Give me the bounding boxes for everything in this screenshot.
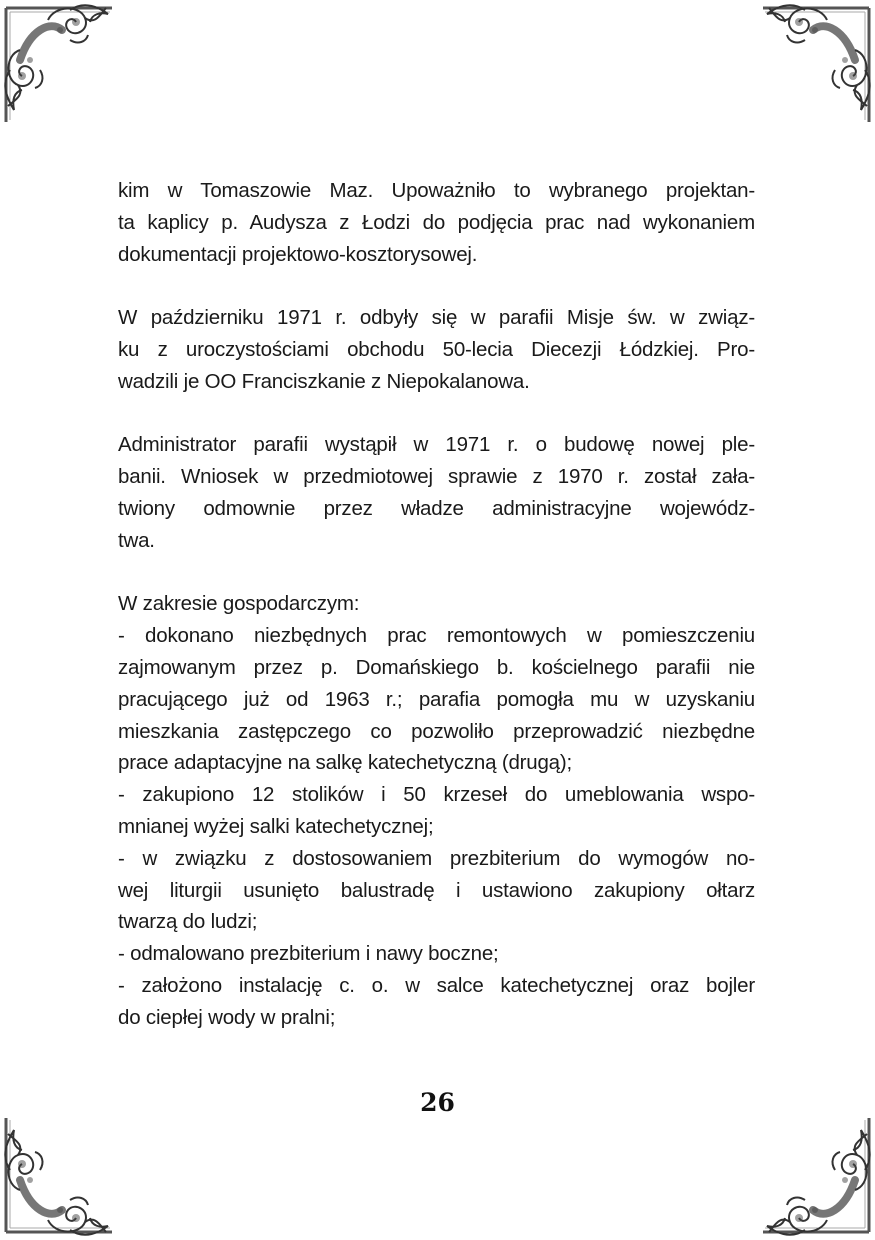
text-line: ku z uroczystościami obchodu 50-lecia Diecezji Łódzkiej. Pro- bbox=[118, 337, 755, 361]
text-line: W zakresie gospodarczym: bbox=[118, 592, 360, 616]
text-line: ta kaplicy p. Audysza z Łodzi do podjęcia prac nad wykonaniem bbox=[118, 210, 755, 234]
list-item-line: mieszkania zastępczego co pozwoliło przeprowadzić niezbędne bbox=[118, 719, 755, 743]
paragraph-2 bbox=[118, 302, 755, 397]
text-line: twiony odmownie przez władze administracyjne wojewódz- bbox=[118, 496, 755, 520]
text-line: W październiku 1971 r. odbyły się w parafii Misje św. w związ- bbox=[118, 306, 755, 330]
list-item-line: do ciepłej wody w pralni; bbox=[118, 1005, 336, 1029]
baroque-scroll-corner-icon bbox=[757, 1112, 875, 1240]
paragraph-3 bbox=[118, 429, 755, 556]
list-item-line: - w związku z dostosowaniem prezbiterium do wymogów no- bbox=[118, 846, 755, 870]
baroque-scroll-corner-icon bbox=[0, 0, 118, 128]
paragraph-4 bbox=[118, 588, 755, 1033]
list-item-line: wej liturgii usunięto balustradę i ustawiono zakupiony ołtarz bbox=[118, 878, 755, 902]
list-item-line: - dokonano niezbędnych prac remontowych w pomieszczeniu bbox=[118, 624, 755, 648]
list-item-line: - zakupiono 12 stolików i 50 krzeseł do umeblowania wspo- bbox=[118, 783, 755, 807]
list-item-line: mnianej wyżej salki katechetycznej; bbox=[118, 814, 434, 838]
text-line: twa. bbox=[118, 528, 155, 552]
text-line: dokumentacji projektowo-kosztorysowej. bbox=[118, 242, 478, 266]
list-item-line: pracującego już od 1963 r.; parafia pomogła mu w uzyskaniu bbox=[118, 687, 755, 711]
text-line: kim w Tomaszowie Maz. Upoważniło to wybranego projektan- bbox=[118, 179, 755, 202]
body-text bbox=[118, 175, 755, 1034]
text-line: wadzili je OO Franciszkanie z Niepokalanowa. bbox=[118, 369, 530, 393]
baroque-scroll-corner-icon bbox=[757, 0, 875, 128]
baroque-scroll-corner-icon bbox=[0, 1112, 118, 1240]
paragraph-1 bbox=[118, 175, 755, 270]
list-item-line: twarzą do ludzi; bbox=[118, 910, 258, 934]
list-item-line: - założono instalację c. o. w salce katechetycznej oraz bojler bbox=[118, 973, 755, 997]
list-item-line: prace adaptacyjne na salkę katechetyczną (drugą); bbox=[118, 751, 573, 775]
list-item-line: - odmalowano prezbiterium i nawy boczne; bbox=[118, 942, 499, 966]
list-item-line: zajmowanym przez p. Domańskiego b. kościelnego parafii nie bbox=[118, 655, 755, 679]
page-number: 26 bbox=[420, 1088, 455, 1117]
text-line: banii. Wniosek w przedmiotowej sprawie z 1970 r. został zała- bbox=[118, 465, 755, 489]
text-line: Administrator parafii wystąpił w 1971 r. o budowę nowej ple- bbox=[118, 433, 755, 457]
